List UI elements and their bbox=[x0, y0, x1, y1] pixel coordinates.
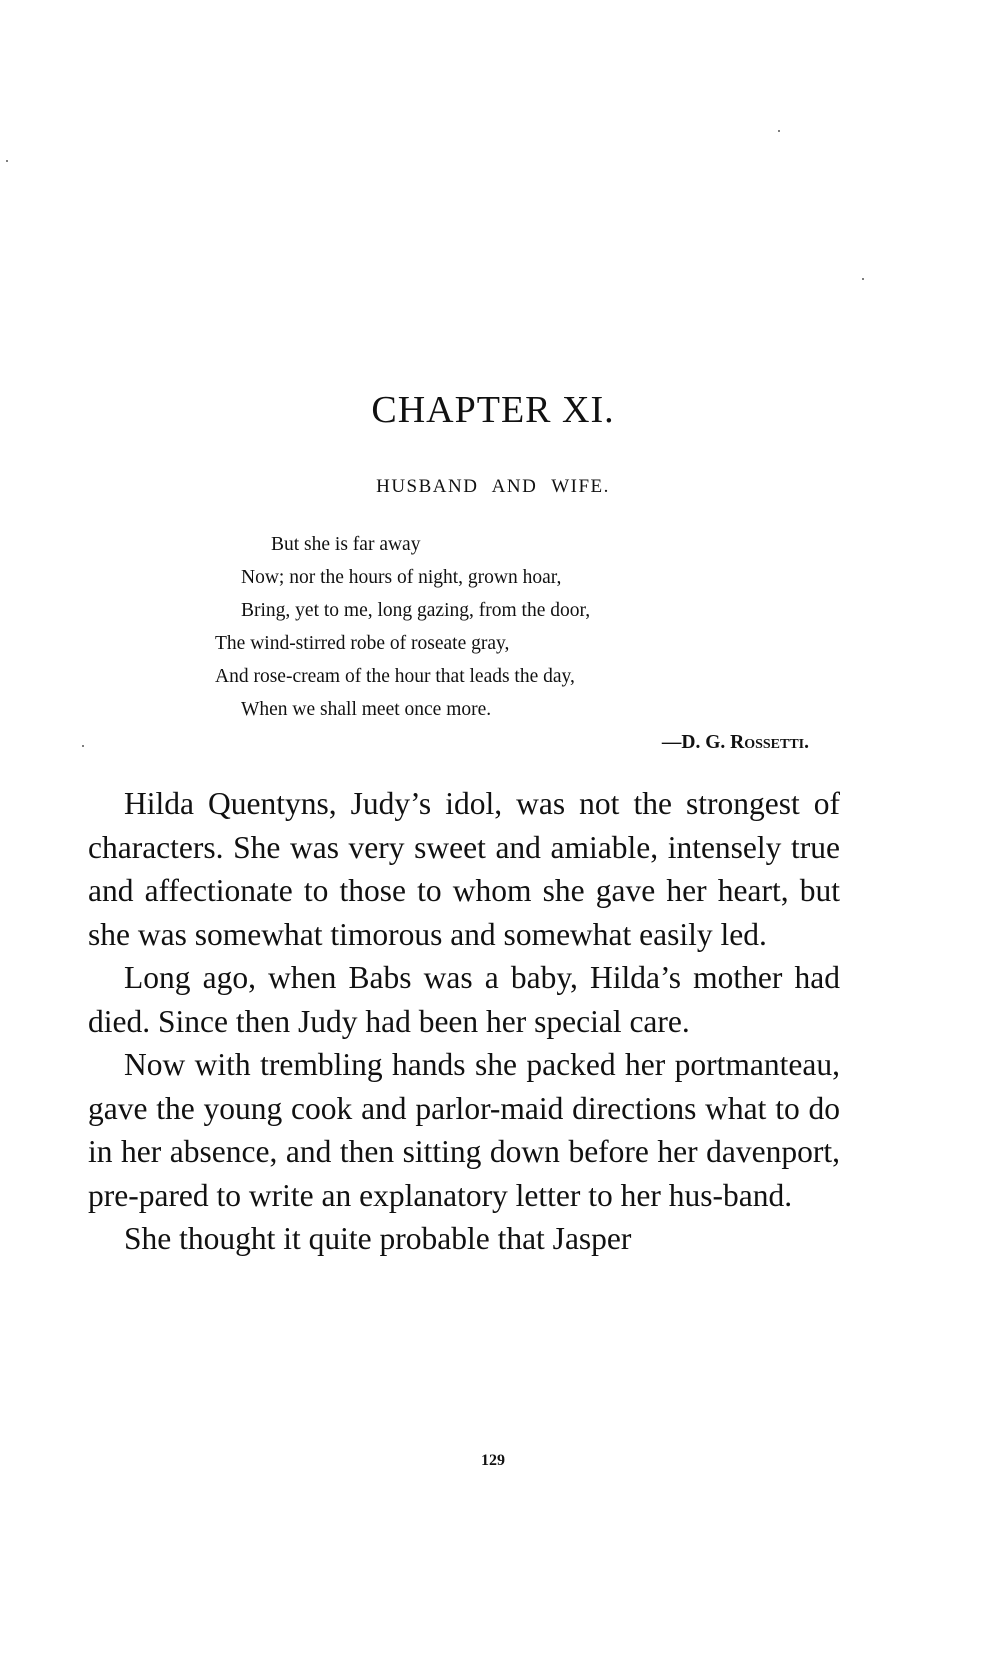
chapter-title: CHAPTER XI. bbox=[371, 389, 615, 431]
paper-speck bbox=[6, 160, 8, 162]
paragraph: Hilda Quentyns, Judy’s idol, was not the strongest of characters. She was very sweet and amiable, intensely true and affectionate to those to whom she gave her heart, but she was somewhat timorous and somewhat easily led. bbox=[88, 786, 840, 952]
epigraph-line: But she is far away bbox=[271, 534, 421, 555]
epigraph-line: When we shall meet once more. bbox=[241, 699, 492, 720]
paper-speck bbox=[778, 130, 780, 132]
paragraph: Long ago, when Babs was a baby, Hilda’s mother had died. Since then Judy had been her special care. bbox=[88, 960, 840, 1039]
epigraph-line: The wind-stirred robe of roseate gray, bbox=[215, 633, 510, 654]
epigraph-line: And rose-cream of the hour that leads the day, bbox=[215, 666, 575, 687]
page-number: 129 bbox=[481, 1452, 505, 1469]
paper-speck bbox=[862, 278, 864, 280]
epigraph-line: Bring, yet to me, long gazing, from the door, bbox=[241, 600, 591, 621]
epigraph-line: Now; nor the hours of night, grown hoar, bbox=[241, 567, 562, 588]
paragraph: She thought it quite probable that Jasper bbox=[124, 1221, 632, 1256]
paper-speck bbox=[82, 745, 84, 747]
chapter-subtitle: HUSBAND AND WIFE. bbox=[376, 476, 610, 497]
paragraph: Now with trembling hands she packed her portmanteau, gave the young cook and parlor-maid directions what to do in her absence, and then sitting down before her davenport, pre-pared to write an explanatory letter to her hus-band. bbox=[88, 1047, 840, 1213]
body-text bbox=[88, 782, 840, 1261]
epigraph-attribution: —D. G. Rossetti. bbox=[661, 732, 809, 753]
epigraph bbox=[215, 528, 815, 759]
